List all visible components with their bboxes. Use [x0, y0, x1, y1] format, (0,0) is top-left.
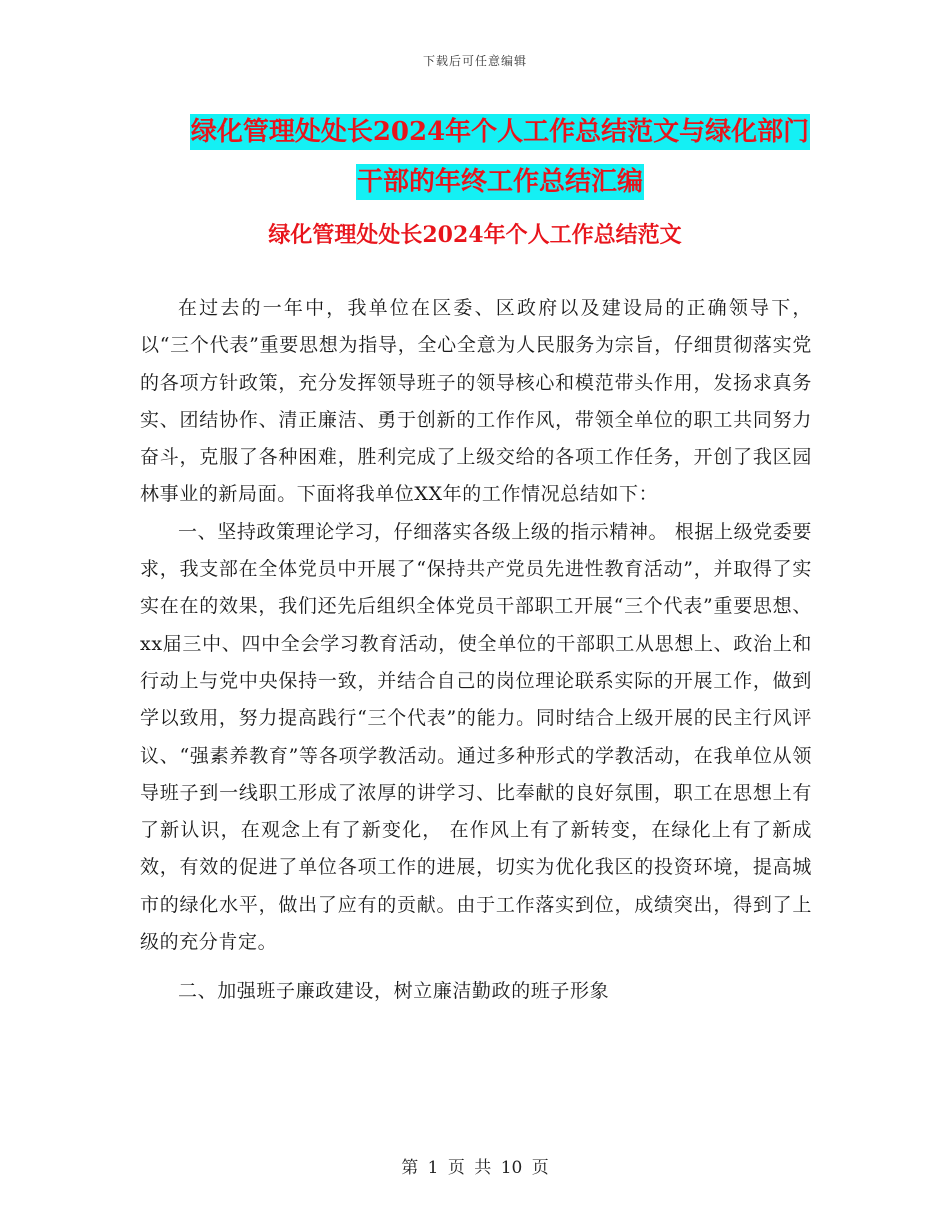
body-text	[140, 290, 812, 1011]
paragraph-section-2-heading: 二、加强班子廉政建设，树立廉洁勤政的班子形象	[178, 980, 610, 1003]
document-title	[150, 107, 850, 207]
paragraph-section-1: 一、坚持政策理论学习，仔细落实各级上级的指示精神。 根据上级党委要求，我支部在全体党员中开展了“保持共产党员先进性教育活动”，并取得了实实在在的效果，我们还先后组织全体党员干部职工开展“三个代表”重要思想、xx届三中、四中全会学习教育活动，使全单位的干部职工从思想上、政治上和行动上与党中央保持一致，并结合自己的岗位理论联系实际的开展工作，做到学以致用，努力提高践行“三个代表”的能力。同时结合上级开展的民主行风评议、“强素养教育”等各项学教活动。通过多种形式的学教活动，在我单位从领导班子到一线职工形成了浓厚的讲学习、比奉献的良好氛围，职工在思想上有了新认识，在观念上有了新变化， 在作风上有了新转变，在绿化上有了新成效，有效的促进了单位各项工作的进展，切实为优化我区的投资环境，提高城市的绿化水平，做出了应有的贡献。由于工作落实到位，成绩突出，得到了上级的充分肯定。	[140, 520, 812, 954]
paragraph-intro: 在过去的一年中，我单位在区委、区政府以及建设局的正确领导下，以“三个代表”重要思想为指导，全心全意为人民服务为宗旨，仔细贯彻落实党的各项方针政策，充分发挥领导班子的领导核心和模范带头作用，发扬求真务实、团结协作、清正廉洁、勇于创新的工作作风，带领全单位的职工共同努力奋斗，克服了各种困难，胜利完成了上级交给的各项工作任务，开创了我区园林事业的新局面。下面将我单位XX年的工作情况总结如下：	[140, 297, 812, 506]
title-line-1: 绿化管理处处长2024年个人工作总结范文与绿化部门	[190, 114, 810, 150]
page-number: 第 1 页 共 10 页	[401, 1158, 549, 1178]
section-title: 绿化管理处处长2024年个人工作总结范文	[268, 222, 682, 248]
title-line-2: 干部的年终工作总结汇编	[356, 164, 644, 200]
page-header-note: 下载后可任意编辑	[422, 54, 527, 68]
